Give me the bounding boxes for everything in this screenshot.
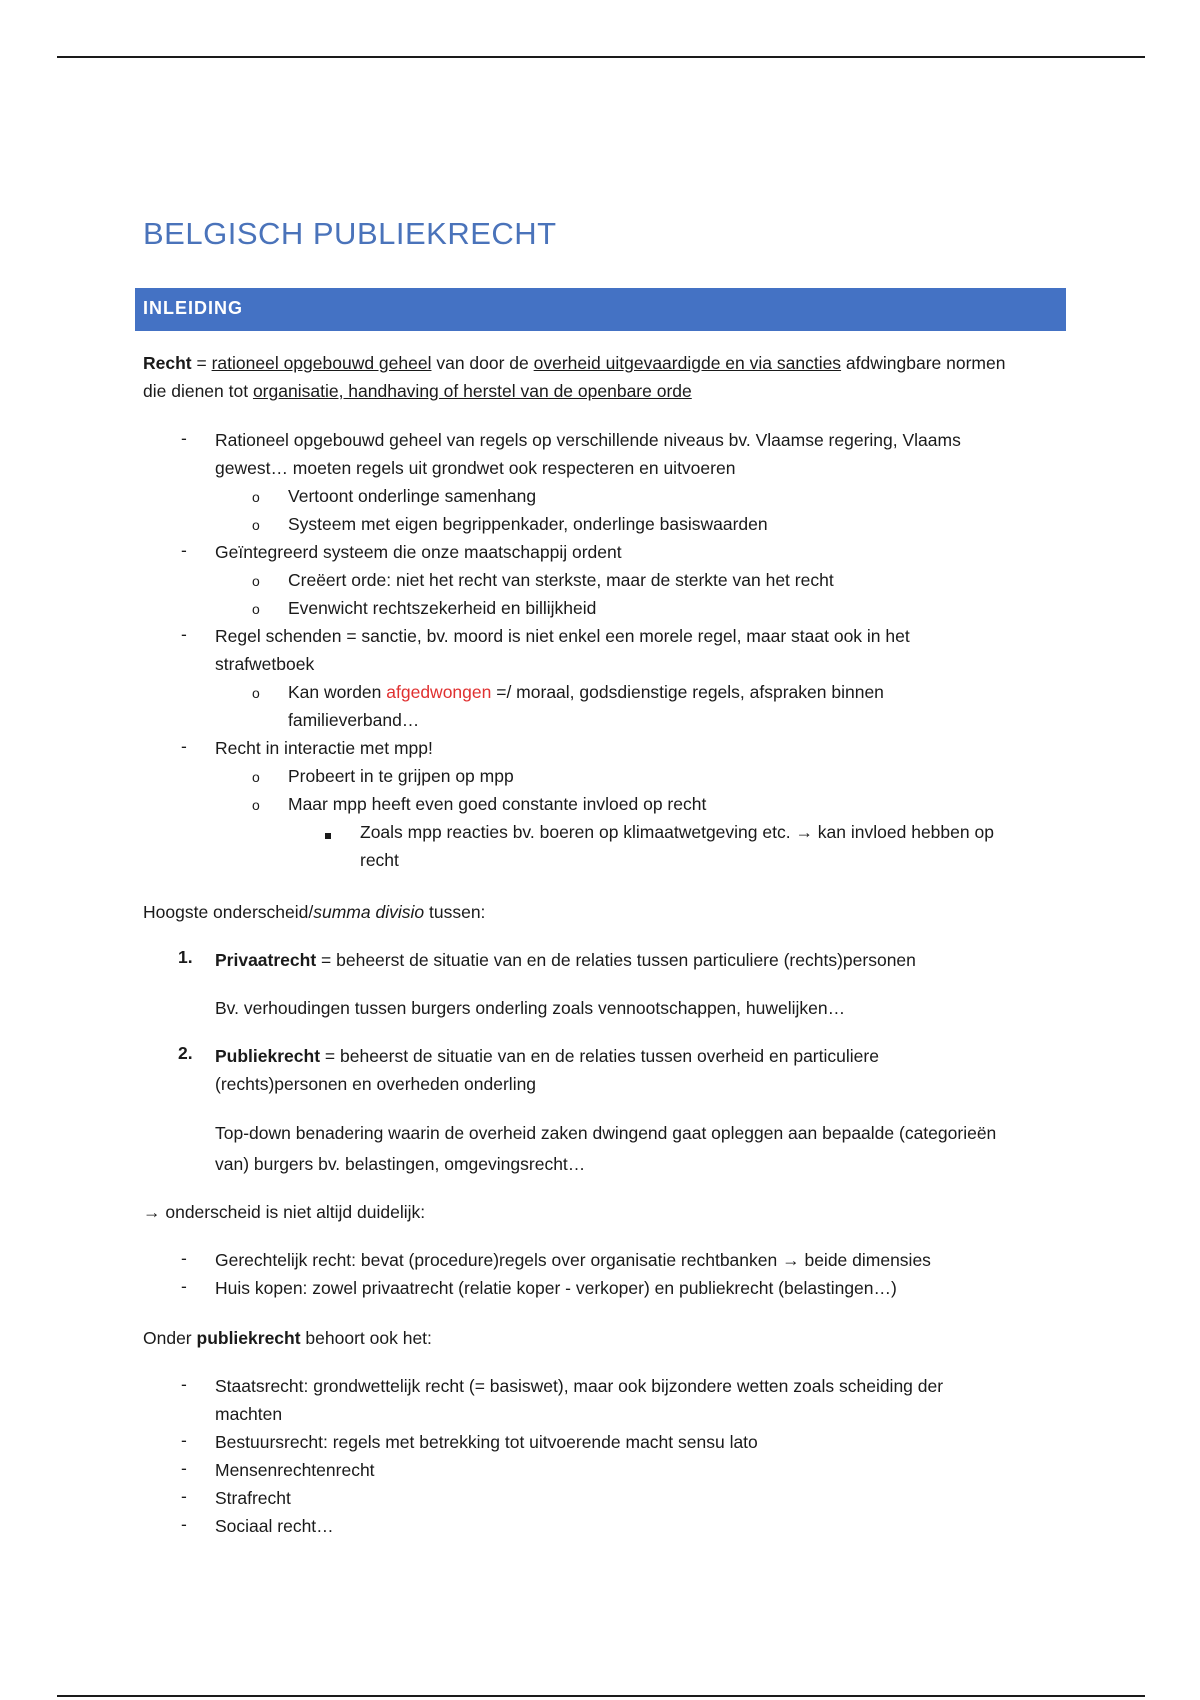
sub-sub-item: Zoals mpp reacties bv. boeren op klimaatwetgeving etc. → kan invloed hebben op — [360, 822, 994, 842]
list-item-cont: gewest… moeten regels uit grondwet ook respecteren en uitvoeren — [215, 458, 736, 478]
bullet-dash: - — [181, 1374, 187, 1394]
sub-item: Kan worden afgedwongen =/ moraal, godsdienstige regels, afspraken binnen — [288, 682, 884, 702]
bullet-circle: o — [252, 797, 260, 813]
highlight-red: afgedwongen — [386, 682, 492, 702]
page-title: BELGISCH PUBLIEKRECHT — [143, 216, 557, 251]
bullet-circle: o — [252, 769, 260, 785]
list-item: Geïntegreerd systeem die onze maatschappij ordent — [215, 542, 622, 562]
number-marker: 2. — [178, 1043, 193, 1063]
bullet-dash: - — [181, 1486, 187, 1506]
sub-item-cont: familieverband… — [288, 710, 420, 730]
numbered-item-cont: (rechts)personen en overheden onderling — [215, 1074, 537, 1094]
bullet-dash: - — [181, 1458, 187, 1478]
definition-line-2: die dienen tot organisatie, handhaving of herstel van de openbare orde — [143, 381, 692, 401]
section-title: INLEIDING — [143, 298, 244, 318]
bullet-circle: o — [252, 601, 260, 617]
list-item: Recht in interactie met mpp! — [215, 738, 433, 758]
bullet-dash: - — [181, 428, 187, 448]
list-item-cont: machten — [215, 1404, 283, 1424]
sub-item: Vertoont onderlinge samenhang — [288, 486, 537, 506]
numbered-item: Privaatrecht = beheerst de situatie van en de relaties tussen particuliere (rechts)personen — [215, 950, 916, 970]
bullet-dash: - — [181, 1276, 187, 1296]
definition-line-1: Recht = rationeel opgebouwd geheel van door de overheid uitgevaardigde en via sancties afdwingbare normen — [143, 353, 1006, 373]
list-item: Bestuursrecht: regels met betrekking tot uitvoerende macht sensu lato — [215, 1432, 758, 1452]
numbered-item: Publiekrecht = beheerst de situatie van en de relaties tussen overheid en particuliere — [215, 1046, 879, 1066]
bullet-circle: o — [252, 489, 260, 505]
sub-item: Probeert in te grijpen op mpp — [288, 766, 514, 786]
list-item: Sociaal recht… — [215, 1516, 334, 1536]
numbered-example: Bv. verhoudingen tussen burgers onderling zoals vennootschappen, huwelijken… — [215, 998, 846, 1018]
list-item: Mensenrechtenrecht — [215, 1460, 375, 1480]
list-item: Huis kopen: zowel privaatrecht (relatie koper - verkoper) en publiekrecht (belastingen…) — [215, 1278, 897, 1298]
numbered-example-cont: van) burgers bv. belastingen, omgevingsrecht… — [215, 1154, 586, 1174]
bullet-dash: - — [181, 624, 187, 644]
definition-term: Recht — [143, 353, 192, 373]
bullet-circle: o — [252, 517, 260, 533]
list-item: Gerechtelijk recht: bevat (procedure)regels over organisatie rechtbanken → beide dimensies — [215, 1250, 931, 1270]
bullet-dash: - — [181, 736, 187, 756]
list-item: Strafrecht — [215, 1488, 291, 1508]
number-marker: 1. — [178, 947, 193, 967]
sub-item: Systeem met eigen begrippenkader, onderlinge basiswaarden — [288, 514, 768, 534]
list-item-cont: strafwetboek — [215, 654, 315, 674]
list-item: Staatsrecht: grondwettelijk recht (= basiswet), maar ook bijzondere wetten zoals scheiding der — [215, 1376, 944, 1396]
footer-rule — [57, 1695, 1145, 1697]
bullet-circle: o — [252, 573, 260, 589]
sub-item: Evenwicht rechtszekerheid en billijkheid — [288, 598, 597, 618]
bullet-dash: - — [181, 1430, 187, 1450]
sub-item: Maar mpp heeft even goed constante invloed op recht — [288, 794, 707, 814]
bullet-circle: o — [252, 685, 260, 701]
bullet-dash: - — [181, 1248, 187, 1268]
list-item: Rationeel opgebouwd geheel van regels op verschillende niveaus bv. Vlaamse regering, Vlaams — [215, 430, 961, 450]
bullet-dash: - — [181, 540, 187, 560]
publiekrecht-intro: Onder publiekrecht behoort ook het: — [143, 1328, 432, 1348]
list-item: Regel schenden = sanctie, bv. moord is niet enkel een morele regel, maar staat ook in het — [215, 626, 910, 646]
bullet-square — [325, 833, 331, 839]
sub-item: Creëert orde: niet het recht van sterkste, maar de sterkte van het recht — [288, 570, 834, 590]
section-banner — [135, 288, 1066, 331]
summa-divisio-line: Hoogste onderscheid/summa divisio tussen: — [143, 902, 486, 922]
header-rule — [57, 56, 1145, 58]
numbered-example: Top-down benadering waarin de overheid zaken dwingend gaat opleggen aan bepaalde (categorieën — [215, 1123, 997, 1143]
sub-sub-item-cont: recht — [360, 850, 399, 870]
note-line: → onderscheid is niet altijd duidelijk: — [143, 1202, 426, 1222]
bullet-dash: - — [181, 1514, 187, 1534]
